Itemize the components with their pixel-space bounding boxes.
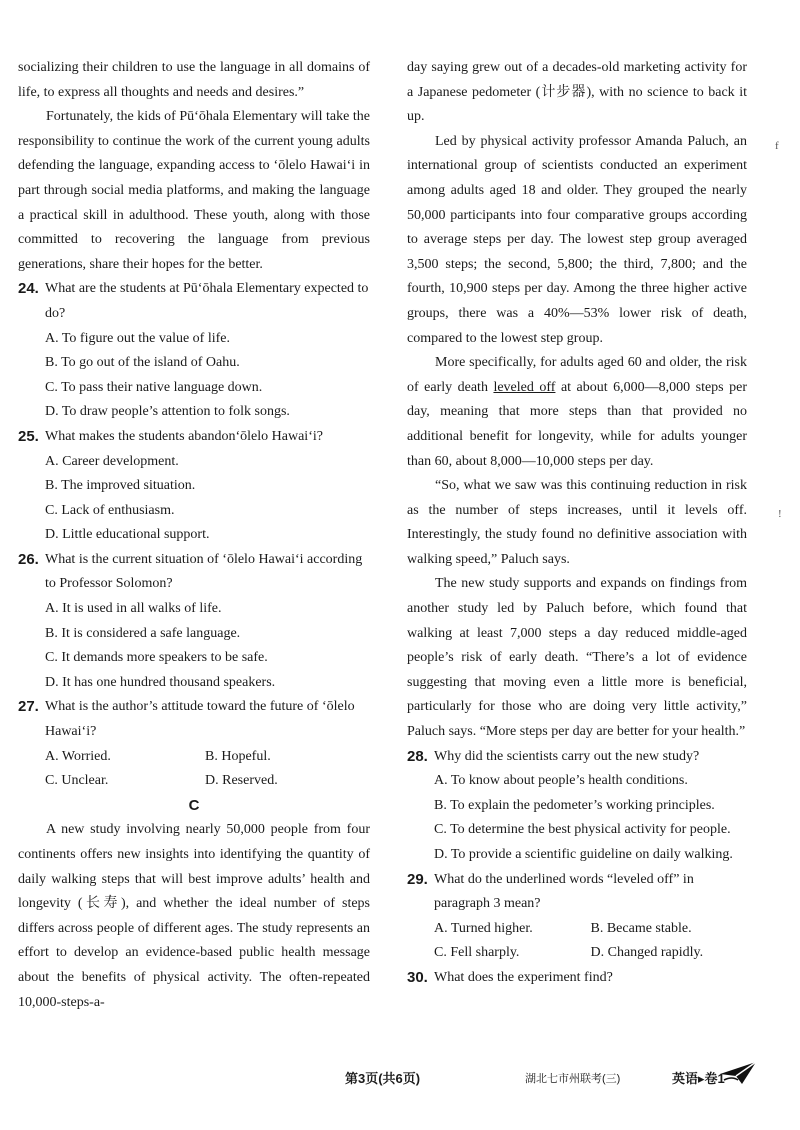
right-column	[407, 56, 747, 991]
option: B. Hopeful.	[205, 748, 271, 764]
paragraph: “So, what we saw was this continuing reduction in risk as the number of steps increases, until it levels off. Interestingly, the study found no definitive association with walking speed,” Paluch says.	[407, 478, 747, 567]
option: B. To go out of the island of Oahu.	[45, 355, 240, 371]
option: D. To draw people’s attention to folk songs.	[45, 404, 290, 420]
section-heading: C	[188, 796, 200, 814]
option: D. Little educational support.	[45, 527, 210, 543]
option: B. To explain the pedometer’s working principles.	[434, 797, 715, 813]
underlined-phrase: leveled off	[493, 379, 556, 395]
option: C. To determine the best physical activity for people.	[434, 822, 731, 838]
question-25	[18, 425, 370, 450]
left-column	[18, 56, 370, 1015]
option: C. Fell sharply.	[434, 945, 520, 961]
question-30	[407, 966, 747, 991]
option: D. It has one hundred thousand speakers.	[45, 674, 276, 690]
paragraph: A new study involving nearly 50,000 people from four continents offers new insights into identifying the quantity of daily walking steps that will best improve adults’ health and longevity (长寿), and whether the ideal number of steps differs across people of different ages. The study represents an effort to develop an evidence-based public health message about the benefits of physical activity. The often-repeated 10,000-steps-a-	[18, 822, 370, 1010]
margin-mark: f	[775, 140, 779, 152]
question-text: What is the current situation of ‘ōlelo Hawai‘i according to Professor Solomon?	[45, 551, 363, 592]
option: A. It is used in all walks of life.	[45, 601, 222, 617]
question-number: 27.	[18, 698, 39, 716]
option-row	[407, 941, 747, 966]
paragraph: day saying grew out of a decades-old marketing activity for a Japanese pedometer (计步器), with no science to back it up.	[407, 60, 747, 125]
option: D. Changed rapidly.	[590, 945, 704, 961]
question-number: 26.	[18, 550, 39, 568]
margin-mark: !	[778, 508, 782, 520]
option: B. Became stable.	[590, 920, 692, 936]
text-span: More specifically, for adults aged 60 and older, the risk of early death	[407, 355, 747, 395]
option: A. Worried.	[45, 748, 111, 764]
question-number: 30.	[407, 968, 428, 986]
option: D. To provide a scientific guideline on daily walking.	[434, 847, 733, 862]
paragraph: socializing their children to use the language in all domains of life, to express all thoughts and needs and desires.”	[18, 60, 370, 100]
exam-name: 湖北七市州联考(三)	[525, 1073, 621, 1085]
option: D. Reserved.	[205, 773, 278, 789]
subject-label: 英语▸卷1	[672, 1071, 725, 1086]
question-text: What makes the students abandon‘ōlelo Hawai‘i?	[45, 428, 323, 444]
option: A. To know about people’s health conditions.	[434, 773, 688, 789]
question-text: What do the underlined words “leveled off” in paragraph 3 mean?	[434, 871, 694, 912]
option: B. The improved situation.	[45, 478, 196, 494]
paragraph: Led by physical activity professor Amanda Paluch, an international group of scientists conducted an experiment among adults aged 18 and older. They grouped the nearly 50,000 participants into four comparative groups according to average steps per day. The lowest step group averaged 3,500 steps; the second, 5,800; the third, 7,800; and the fourth, 10,900 steps per day. Among the three higher active groups, there was a 40%—53% lower risk of death, compared to the lowest step group.	[407, 133, 747, 346]
option: C. Lack of enthusiasm.	[45, 502, 175, 518]
option: C. It demands more speakers to be safe.	[45, 650, 268, 666]
question-26	[18, 548, 370, 597]
paragraph: The new study supports and expands on findings from another study led by Paluch before, which found that walking at least 7,000 steps a day reduced middle-aged people’s risk of early death. “There’s a lot of evidence suggesting that moving even a little more is beneficial, particularly for those who are doing very little activity,” Paluch says. “More steps per day are better for your health.”	[407, 576, 747, 740]
option: C. Unclear.	[45, 773, 109, 789]
paragraph	[407, 351, 747, 474]
question-27	[18, 695, 370, 744]
question-28	[407, 745, 747, 770]
question-number: 25.	[18, 427, 39, 445]
question-number: 24.	[18, 280, 39, 298]
question-number: 29.	[407, 870, 428, 888]
option-row	[18, 769, 370, 794]
question-text: What is the author’s attitude toward the future of ‘ōlelo Hawai‘i?	[45, 699, 355, 740]
question-29	[407, 868, 747, 917]
text-span: at about 6,000—8,000 steps per day, meaning that more steps than that provided no additional benefit for longevity, while for adults younger than 60, about 8,000—10,000 steps per day.	[407, 379, 748, 469]
question-24	[18, 277, 370, 326]
question-number: 28.	[407, 747, 428, 765]
question-text: Why did the scientists carry out the new study?	[434, 748, 700, 764]
question-text: What are the students at Pū‘ōhala Elementary expected to do?	[45, 281, 369, 321]
option: B. It is considered a safe language.	[45, 625, 241, 641]
option: A. To figure out the value of life.	[45, 330, 230, 346]
option-row	[407, 917, 747, 942]
option-row	[18, 745, 370, 770]
question-text: What does the experiment find?	[434, 969, 613, 985]
option: C. To pass their native language down.	[45, 379, 263, 395]
option: A. Career development.	[45, 453, 179, 469]
page-footer	[0, 1066, 800, 1096]
paragraph: Fortunately, the kids of Pū‘ōhala Elementary will take the responsibility to continue the work of the current young adults defending the language, expanding access to ‘ōlelo Hawai‘i in part through social media platforms, and making the language a practical skill in adulthood. These youth, along with those committed to recovering the language from previous generations, share their hopes for the better.	[18, 109, 370, 272]
paper-plane-icon	[718, 1060, 758, 1086]
option: A. Turned higher.	[434, 920, 533, 936]
page-number: 第3页(共6页)	[345, 1071, 421, 1086]
